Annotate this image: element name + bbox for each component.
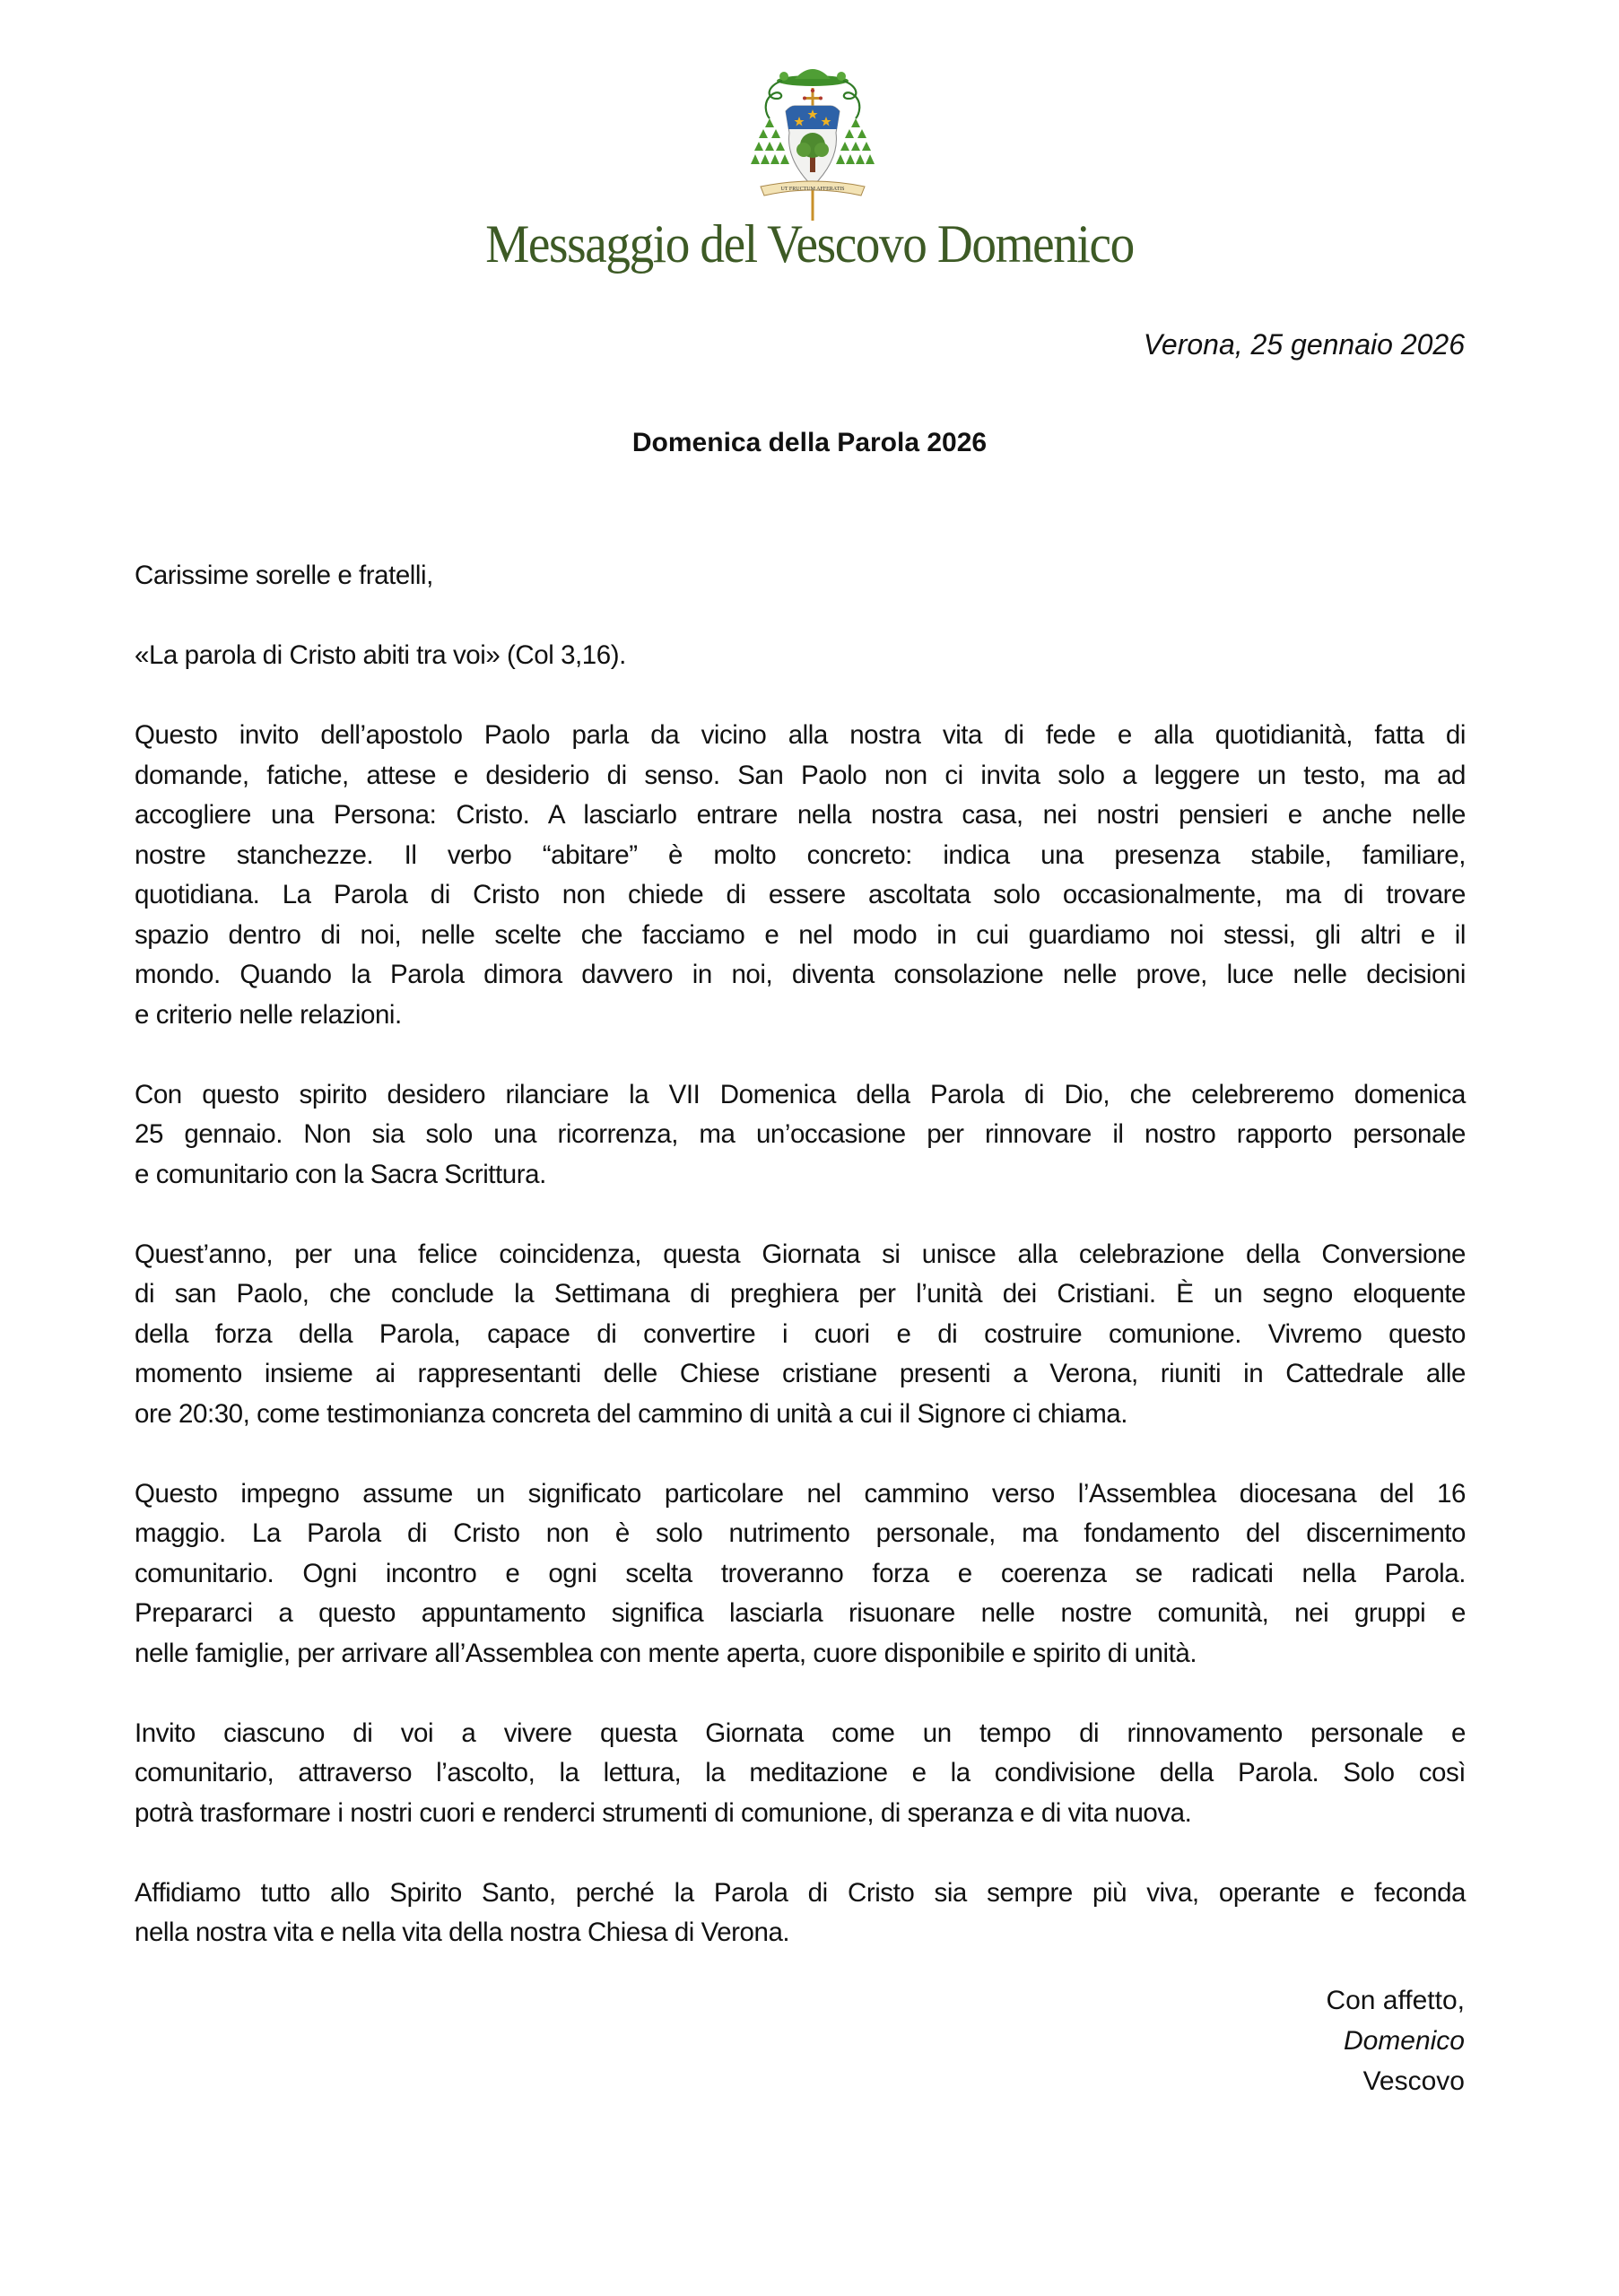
paragraph-line: e criterio nelle relazioni. xyxy=(135,999,402,1030)
signature-role: Vescovo xyxy=(1362,2066,1465,2096)
paragraph-line: Quest’anno, per una felice coincidenza, questa Giornata si unisce alla celebrazione della Conversione xyxy=(135,1239,1466,1269)
paragraph-line: Affidiamo tutto allo Spirito Santo, perché la Parola di Cristo sia sempre più viva, operante e feconda xyxy=(135,1877,1466,1908)
signature-name: Domenico xyxy=(1343,2026,1465,2056)
paragraph-line: domande, fatiche, attese e desiderio di senso. San Paolo non ci invita solo a leggere un testo, ma ad xyxy=(135,760,1466,790)
paragraph-line: Con questo spirito desidero rilanciare la VII Domenica della Parola di Dio, che celebreremo domenica xyxy=(135,1079,1466,1109)
paragraph-line: comunitario, attraverso l’ascolto, la lettura, la meditazione e la condivisione della Parola. Solo così xyxy=(135,1758,1466,1787)
masthead-title: Messaggio del Vescovo Domenico xyxy=(485,214,1134,274)
paragraph xyxy=(135,1714,1466,1834)
paragraph-line: «La parola di Cristo abiti tra voi» (Col 3,16). xyxy=(135,640,626,670)
paragraph-line: di san Paolo, che conclude la Settimana di preghiera per l’unità dei Cristiani. È un segno eloquente xyxy=(135,1279,1466,1309)
paragraph-line: Prepararci a questo appuntamento significa lasciarla risuonare nelle nostre comunità, nei gruppi e xyxy=(135,1598,1466,1628)
paragraph xyxy=(135,1874,1466,1953)
paragraph-line: Carissime sorelle e fratelli, xyxy=(135,561,433,590)
paragraph-line: nelle famiglie, per arrivare all’Assemblea con mente aperta, cuore disponibile e spirito di unità. xyxy=(135,1638,1197,1668)
letter-body xyxy=(135,556,1466,1993)
paragraph-line: nostre stanchezze. Il verbo “abitare” è molto concreto: indica una presenza stabile, familiare, xyxy=(135,839,1466,870)
paragraph-line: Questo impegno assume un significato particolare nel cammino verso l’Assemblea diocesana del 16 xyxy=(135,1478,1466,1509)
paragraph xyxy=(135,716,1466,1035)
paragraph-line: momento insieme ai rappresentanti delle Chiese cristiane presenti a Verona, riuniti in Cattedrale alle xyxy=(135,1359,1466,1388)
paragraph-line: Invito ciascuno di voi a vivere questa Giornata come un tempo di rinnovamento personale e xyxy=(135,1718,1466,1748)
svg-text:UT FRUCTUM AFFERATIS: UT FRUCTUM AFFERATIS xyxy=(780,187,845,192)
coat-of-arms-icon xyxy=(750,61,875,222)
paragraph-line: potrà trasformare i nostri cuori e renderci strumenti di comunione, di speranza e di vita nuova. xyxy=(135,1797,1192,1828)
letter-date: Verona, 25 gennaio 2026 xyxy=(1143,328,1465,361)
paragraph-line: Questo invito dell’apostolo Paolo parla da vicino alla nostra vita di fede e alla quotidianità, fatta di xyxy=(135,720,1466,750)
paragraph-line: quotidiana. La Parola di Cristo non chiede di essere ascoltata solo occasionalmente, ma di trovare xyxy=(135,880,1466,909)
paragraph xyxy=(135,636,1466,676)
paragraph xyxy=(135,1474,1466,1674)
paragraph-line: maggio. La Parola di Cristo non è solo nutrimento personale, ma fondamento del discernimento xyxy=(135,1518,1466,1548)
signature-block xyxy=(1326,1980,1465,2101)
paragraph-line: spazio dentro di noi, nelle scelte che facciamo e nel modo in cui guardiamo noi stessi, gli altri e il xyxy=(135,919,1466,950)
paragraph-line: e comunitario con la Sacra Scrittura. xyxy=(135,1159,546,1189)
paragraph-line: nella nostra vita e nella vita della nostra Chiesa di Verona. xyxy=(135,1918,790,1947)
paragraph-line: accogliere una Persona: Cristo. A lasciarlo entrare nella nostra casa, nei nostri pensieri e anche nelle xyxy=(135,800,1466,830)
paragraph-line: mondo. Quando la Parola dimora davvero in noi, diventa consolazione nelle prove, luce nelle decisioni xyxy=(135,960,1466,989)
paragraph xyxy=(135,556,1466,596)
paragraph-line: ore 20:30, come testimonianza concreta del cammino di unità a cui il Signore ci chiama. xyxy=(135,1398,1128,1429)
paragraph xyxy=(135,1075,1466,1196)
paragraph-line: 25 gennaio. Non sia solo una ricorrenza, ma un’occasione per rinnovare il nostro rapporto personale xyxy=(135,1119,1466,1149)
paragraph-line: della forza della Parola, capace di convertire i cuori e di costruire comunione. Vivremo questo xyxy=(135,1318,1466,1349)
paragraph-line: comunitario. Ogni incontro e ogni scelta troveranno forza e coerenza se radicati nella Parola. xyxy=(135,1558,1466,1588)
paragraph xyxy=(135,1235,1466,1435)
signature-closing: Con affetto, xyxy=(1326,1986,1465,2015)
letter-heading: Domenica della Parola 2026 xyxy=(631,428,988,457)
